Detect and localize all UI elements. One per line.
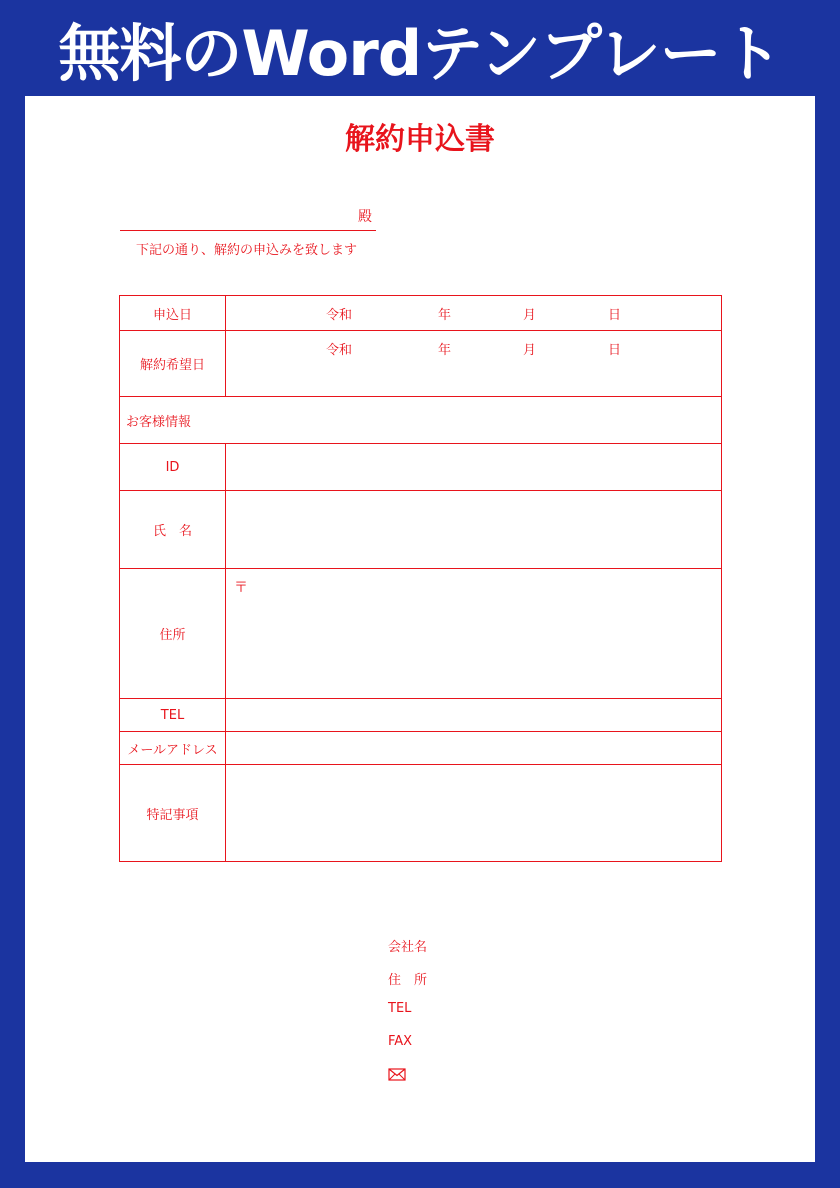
name-field[interactable] [226, 491, 722, 569]
intro-text: 下記の通り、解約の申込みを致します [136, 243, 358, 258]
email-field[interactable] [226, 732, 722, 765]
banner-title: 無料のWordテンプレート [58, 16, 782, 90]
company-fax-label: FAX [388, 1033, 413, 1049]
addressee-suffix: 殿 [358, 209, 372, 225]
postal-mark: 〒 [234, 580, 248, 596]
era-label: 令和 [326, 308, 353, 323]
company-address-label: 住 所 [388, 972, 428, 988]
company-tel-label: TEL [388, 1001, 412, 1016]
label-id: ID [120, 444, 226, 491]
company-name-label: 会社名 [388, 940, 428, 955]
company-info-block [388, 936, 427, 1099]
row-cancel-date [120, 331, 722, 397]
month-label: 月 [523, 343, 537, 358]
cancel-date-field[interactable] [226, 331, 722, 397]
row-name [120, 491, 722, 569]
row-customer-info [120, 397, 722, 444]
day-label: 日 [608, 343, 622, 358]
day-label: 日 [608, 308, 622, 323]
row-id [120, 444, 722, 491]
notes-field[interactable] [226, 765, 722, 862]
month-label: 月 [523, 308, 537, 323]
year-label: 年 [438, 343, 452, 358]
label-tel: TEL [120, 699, 226, 732]
id-field[interactable] [226, 444, 722, 491]
row-email [120, 732, 722, 765]
label-notes: 特記事項 [120, 765, 226, 862]
tel-field[interactable] [226, 699, 722, 732]
row-notes [120, 765, 722, 862]
row-address [120, 569, 722, 699]
label-address: 住所 [120, 569, 226, 699]
era-label: 令和 [326, 343, 353, 358]
label-application-date: 申込日 [120, 296, 226, 331]
document-page [25, 96, 815, 1162]
addressee-line [120, 206, 376, 231]
envelope-icon [388, 1068, 406, 1081]
label-email: メールアドレス [120, 732, 226, 765]
year-label: 年 [438, 308, 452, 323]
row-application-date [120, 296, 722, 331]
label-name: 氏 名 [120, 491, 226, 569]
application-form-table [119, 295, 722, 862]
address-field[interactable] [226, 569, 722, 699]
label-cancel-date: 解約希望日 [120, 331, 226, 397]
document-title: 解約申込書 [345, 122, 495, 157]
row-tel [120, 699, 722, 732]
section-customer-info: お客様情報 [120, 397, 722, 444]
application-date-field[interactable] [226, 296, 722, 331]
